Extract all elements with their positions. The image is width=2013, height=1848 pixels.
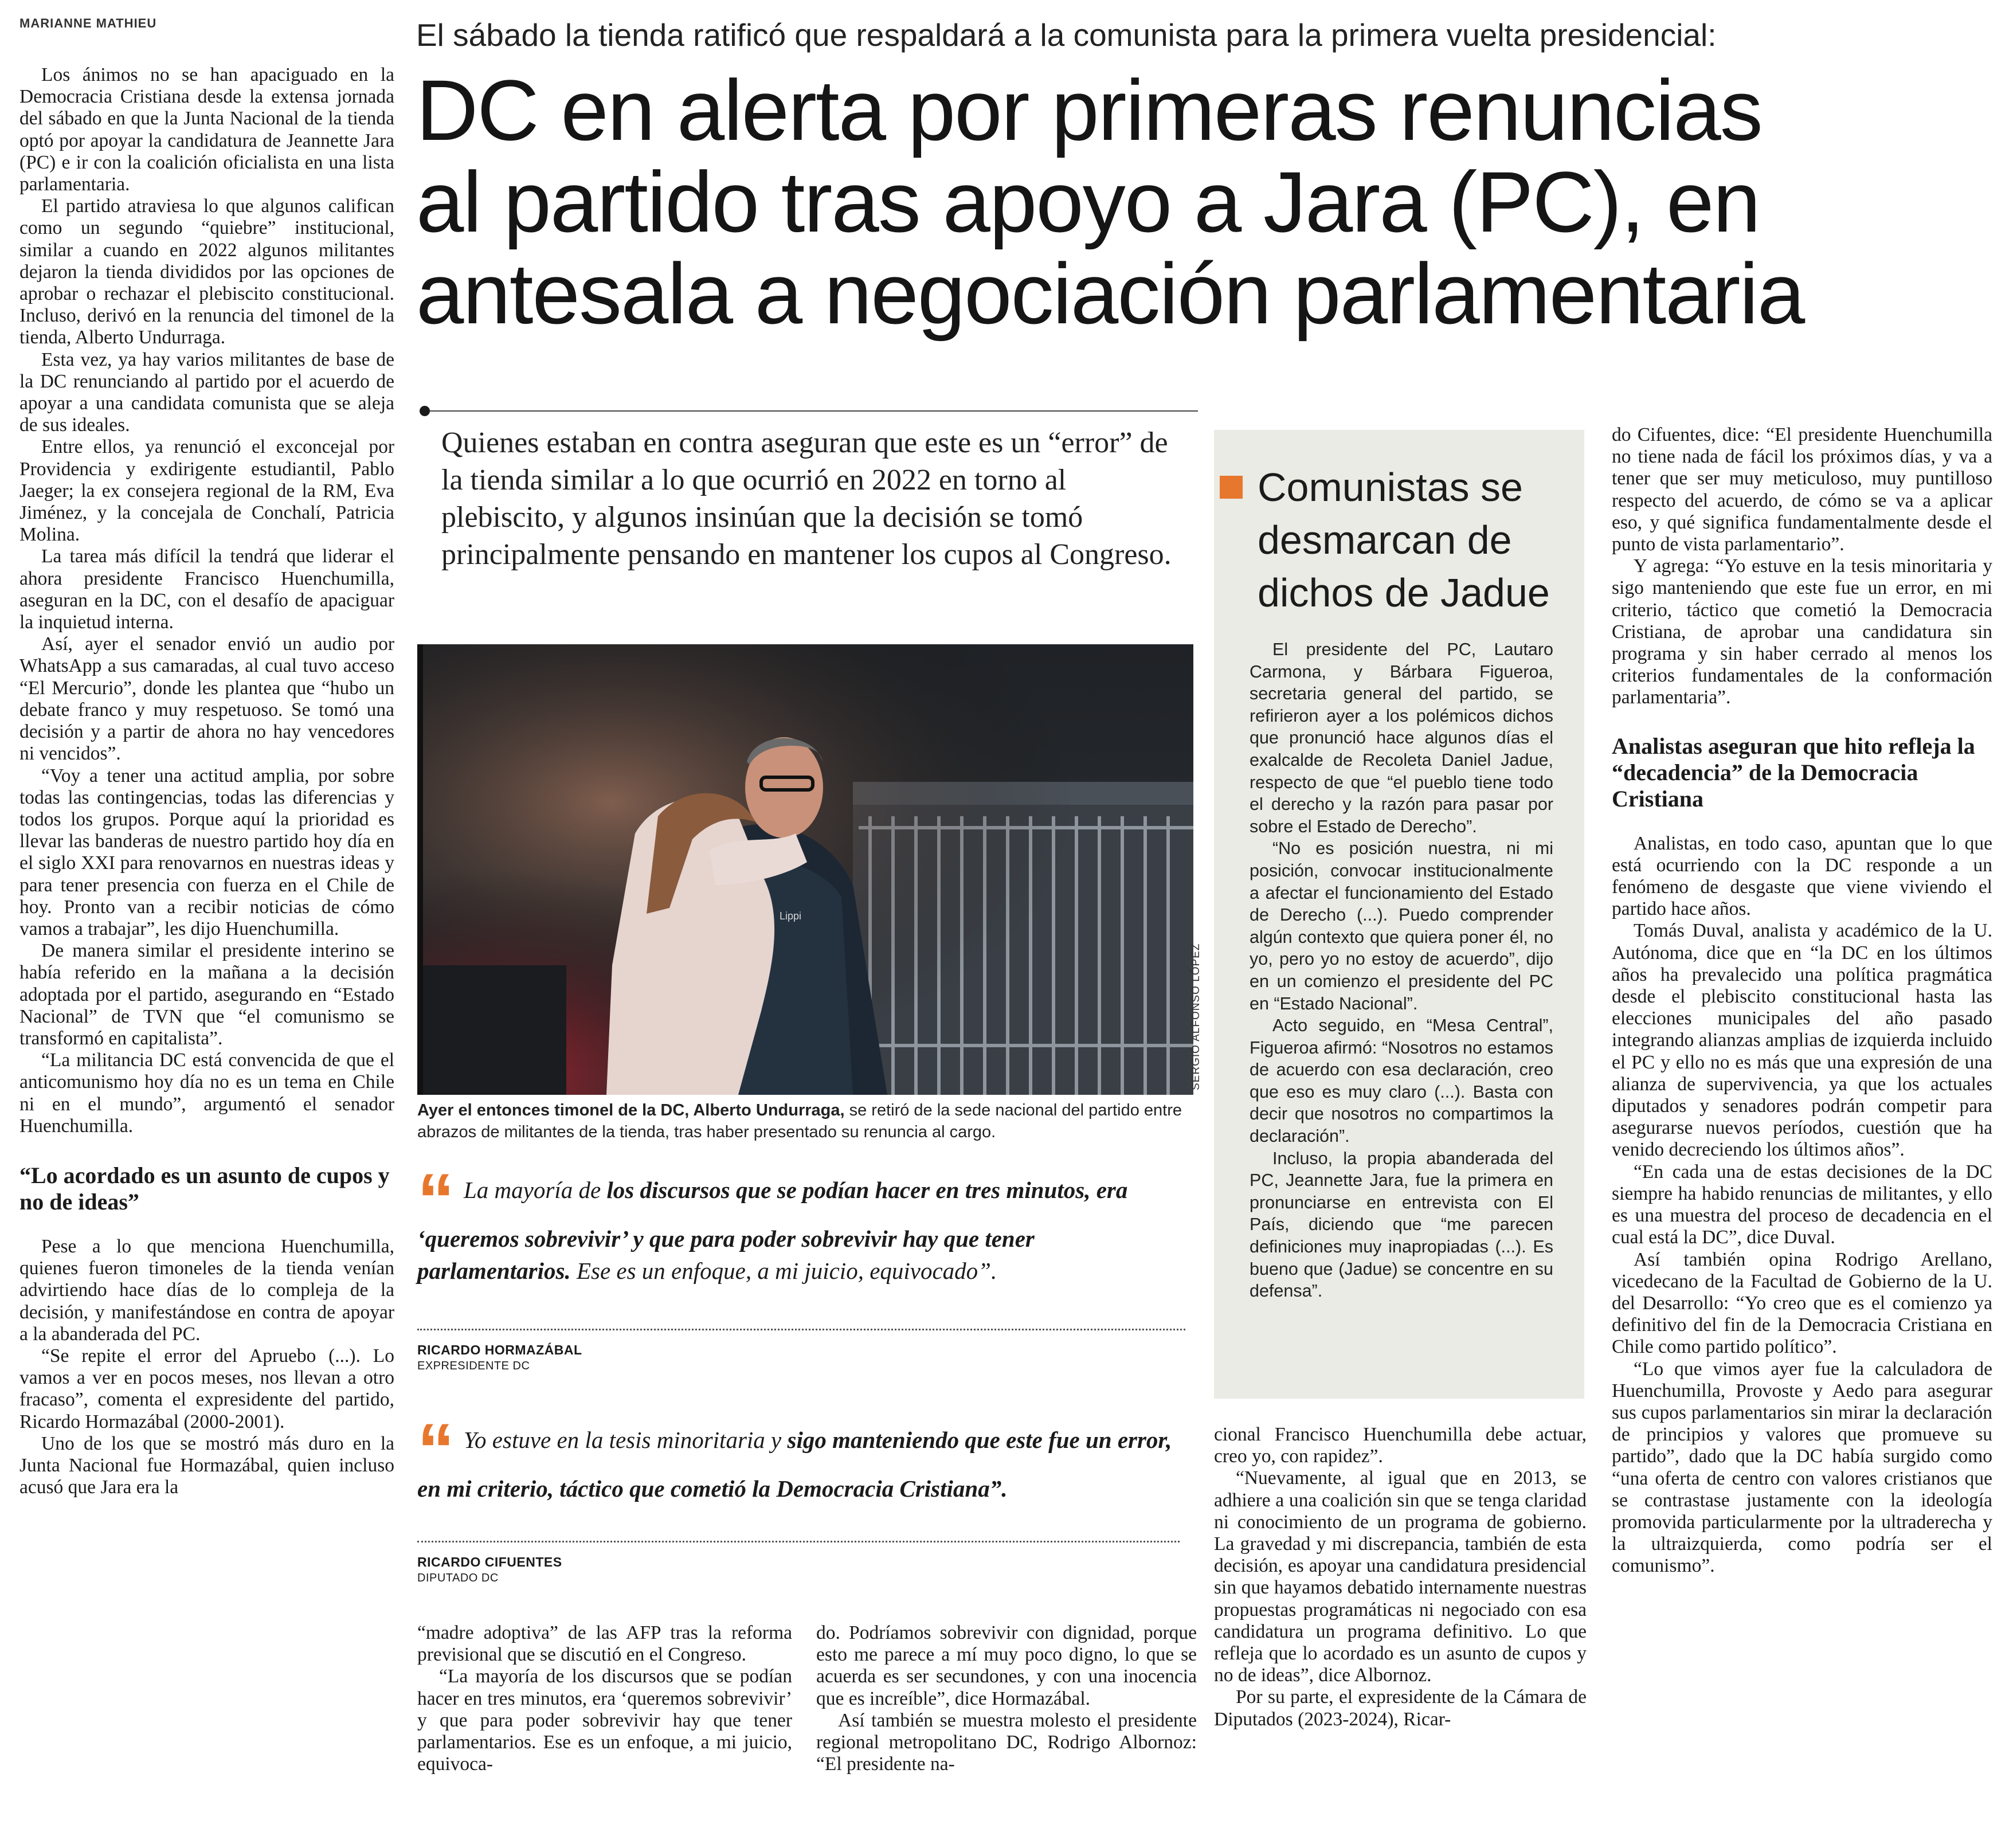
quote-author-role: EXPRESIDENTE DC: [417, 1360, 530, 1372]
pull-quote-1: [417, 1158, 1185, 1287]
kicker: El sábado la tienda ratificó que respaldará a la comunista para la primera vuelta presidencial:: [416, 17, 1717, 53]
paragraph: Uno de los que se mostró más duro en la Junta Nacional fue Hormazábal, quien incluso acusó que Jara era la: [19, 1432, 394, 1498]
headline-line-2: al partido tras apoyo a Jara (PC), en: [416, 154, 1760, 250]
paragraph: Por su parte, el expresidente de la Cámara de Diputados (2023-2024), Ricar-: [1214, 1686, 1587, 1730]
paragraph: Analistas, en todo caso, apuntan que lo que está ocurriendo con la DC responde a un fenómeno de desgaste que viene viviendo el partido hace años.: [1612, 832, 1992, 920]
quote-divider: [417, 1541, 1180, 1542]
quote-mark-icon: “: [417, 1158, 455, 1242]
quote-text: La mayoría de: [464, 1177, 607, 1203]
caption-text: se retiró de la sede nacional del partido entre abrazos de militantes de la tienda, tras haber presentado su renuncia al cargo.: [417, 1101, 1182, 1141]
headline: [416, 62, 1998, 342]
paragraph: “La militancia DC está convencida de que el anticomunismo hoy día no es un tema en Chile ni en el mundo”, argumentó el senador Huenchumilla.: [19, 1050, 394, 1137]
paragraph: Tomás Duval, analista y académico de la U. Autónoma, dice que en “la DC en los últimos años ha prevalecido una política pragmática desde el plebiscito constitucional hasta las elecciones municipales del año pasado integrando alianzas amplias de izquierda incluido el PC y ello no es más que una expresión de una alianza de supervivencia, ya que los actuales diputados y senadores podrán competir para asegurarse nuevos períodos, cuestión que ha venido decreciendo los últimos años”.: [1612, 920, 1992, 1161]
paragraph: “La mayoría de los discursos que se podían hacer en tres minutos, era ‘queremos sobrevivir’ y que para poder sobrevivir hay que tener parlamentarios. Ese es un enfoque, a mi juicio, equivoca-: [417, 1666, 792, 1775]
news-photo: [417, 644, 1193, 1095]
article-column-5: [1612, 424, 1992, 1577]
paragraph: Acto seguido, en “Mesa Central”, Figueroa afirmó: “Nosotros no estamos de acuerdo con esa declaración, creo que eso es muy claro (...). Basta con decir que nosotros no compartimos la declaración”.: [1250, 1016, 1553, 1146]
article-column-3: [816, 1622, 1197, 1775]
quote-text: Yo estuve en la tesis minoritaria y: [464, 1427, 788, 1453]
jacket-logo: Lippi: [780, 910, 802, 922]
subhead-analistas: Analistas aseguran que hito refleja la “decadencia” de la Democracia Cristiana: [1612, 733, 1975, 812]
quote-divider: [417, 1329, 1185, 1330]
divider-rule: [430, 410, 1198, 412]
photo-caption: [417, 1099, 1197, 1143]
paragraph: “Se repite el error del Apruebo (...). Lo vamos a ver en pocos meses, nos llevan a otro fracaso”, comenta el expresidente del partido, Ricardo Hormazábal (2000-2001).: [19, 1345, 394, 1432]
box-square-icon: [1220, 476, 1243, 499]
headline-line-3: antesala a negociación parlamentaria: [416, 245, 1804, 342]
box-body: [1250, 639, 1553, 1302]
paragraph: Así también se muestra molesto el presidente regional metropolitano DC, Rodrigo Albornoz: “El presidente na-: [816, 1709, 1197, 1775]
paragraph: do Cifuentes, dice: “El presidente Huenchumilla no tiene nada de fácil los próximos días, y va a tener que ser muy meticuloso, muy puntilloso respecto del acuerdo, de cómo se va a aplicar eso, y qué significa fundamentalmente desde el punto de vista parlamentario”.: [1612, 424, 1992, 555]
photo-credit: SERGIO ALFONSO LÓPEZ: [1190, 943, 1202, 1090]
quote-bold: sigo manteniendo que este fue un error, en mi criterio, táctico que cometió la Democracia Cristiana”.: [417, 1427, 1172, 1502]
paragraph: “Voy a tener una actitud amplia, por sobre todas las contingencias, todas las diferencias y todos los grupos. Porque aquí la prioridad es llevar las banderas de nuestro partido hoy día en el siglo XXI para renovarnos en nuestras ideas y para tener presencia con fuerza en el Chile de hoy. Pronto van a recibir noticias de cómo vamos a trabajar”, les dijo Huenchumilla.: [19, 765, 394, 939]
paragraph: cional Francisco Huenchumilla debe actuar, creo yo, con rapidez”.: [1214, 1424, 1587, 1467]
quote-text: Ese es un enfoque, a mi juicio, equivocado”.: [570, 1258, 997, 1284]
paragraph: do. Podríamos sobrevivir con dignidad, porque esto me parece a mí muy poco digno, lo que se acuerda es ser secundones, y con una inocencia que es increíble”, dice Hormazábal.: [816, 1622, 1197, 1709]
paragraph: Los ánimos no se han apaciguado en la Democracia Cristiana desde la extensa jornada del sábado en que la Junta Nacional de la tienda optó por apoyar la candidatura de Jeannette Jara (PC) e ir con la coalición oficialista en una lista parlamentaria.: [19, 64, 394, 195]
quote-author-role: DIPUTADO DC: [417, 1572, 499, 1584]
article-column-1: [19, 64, 394, 1498]
paragraph: El presidente del PC, Lautaro Carmona, y Bárbara Figueroa, secretaria general del partido, se refirieron ayer a los polémicos dichos que pronunció hace algunos días el exalcalde de Recoleta Daniel Jadue, respecto de que “el pueblo tiene todo el derecho y la razón para pasar por sobre el Estado de Derecho”.: [1250, 640, 1553, 836]
quote-author: RICARDO CIFUENTES: [417, 1555, 562, 1569]
caption-bold: Ayer el entonces timonel de la DC, Alberto Undurraga,: [417, 1101, 845, 1119]
paragraph: Entre ellos, ya renunció el exconcejal por Providencia y exdirigente estudiantil, Pablo Jaeger; la ex consejera regional de la RM, Eva Jiménez, y la concejala de Conchalí, Patricia Molina.: [19, 436, 394, 546]
quote-mark-icon: “: [417, 1408, 455, 1491]
paragraph: Y agrega: “Yo estuve en la tesis minoritaria y sigo manteniendo que este fue un error, en mi criterio, táctico que cometió la Democracia Cristiana, de aprobar una candidatura sin programa y sin haber cerrado al menos los criterios fundamentales de la conformación parlamentaria”.: [1612, 555, 1992, 708]
paragraph: “Nuevamente, al igual que en 2013, se adhiere a una coalición sin que se tenga claridad ni conocimiento de un programa de gobierno. La gravedad y mi discrepancia, también de esta decisión, es apoyar una candidatura presidencial sin que hayamos debatido internamente nuestras propuestas programáticas ni negociado con esa candidatura un programa definitivo. Lo que refleja que lo acordado es un asunto de cupos y no de ideas”, dice Albornoz.: [1214, 1467, 1587, 1686]
quote-bold: los discursos que se podían hacer en tres minutos, era ‘queremos sobrevivir’ y que para poder sobrevivir hay que tener parlamentarios.: [417, 1177, 1128, 1284]
paragraph: “En cada una de estas decisiones de la DC siempre ha habido renuncias de militantes, y ello es una muestra del proceso de decadencia en el cual está la DC”, dice Duval.: [1612, 1161, 1992, 1248]
paragraph: “Lo que vimos ayer fue la calculadora de Huenchumilla, Provoste y Aedo para asegurar sus cupos parlamentarios sin mirar la declaración de principios y valores que promueve su partido”, dado que la DC había surgido como “una oferta de centro con valores cristianos que se contrastase justamente con la ideología promovida particularmente por la ultraderecha y la ultraizquierda, como podría ser el comunismo”.: [1612, 1358, 1992, 1577]
paragraph: “No es posición nuestra, ni mi posición, convocar institucionalmente a afectar el funcionamiento del Estado de Derecho (...). Puedo comprender algún contexto que quiera poner él, no yo, pero yo no estoy de acuerdo”, dijo en un comienzo el presidente del PC en “Estado Nacional”.: [1250, 839, 1553, 1013]
article-column-2: [417, 1622, 792, 1775]
article-column-4: [1214, 1424, 1587, 1730]
quote-author: RICARDO HORMAZÁBAL: [417, 1342, 582, 1357]
paragraph: Esta vez, ya hay varios militantes de base de la DC renunciando al partido por el acuerdo de apoyar a una candidata comunista que se aleja de sus ideales.: [19, 349, 394, 436]
paragraph: El partido atraviesa lo que algunos califican como un segundo “quiebre” institucional, similar a cuando en 2022 algunos militantes dejaron la tienda divididos por las opciones de aprobar o rechazar el plebiscito constitucional. Incluso, derivó en la renuncia del timonel de la tienda, Alberto Undurraga.: [19, 195, 394, 349]
headline-line-1: DC en alerta por primeras renuncias: [416, 62, 1762, 158]
paragraph: Así también opina Rodrigo Arellano, vicedecano de la Facultad de Gobierno de la U. del Desarrollo: “Yo creo que es el comienzo ya definitivo del fin de la Democracia Cristiana en Chile como partido político”.: [1612, 1248, 1992, 1358]
box-title: Comunistas se desmarcan de dichos de Jadue: [1258, 465, 1550, 615]
paragraph: La tarea más difícil la tendrá que liderar el ahora presidente Francisco Huenchumilla, aseguran en la DC, con el desafío de apaciguar la inquietud interna.: [19, 546, 394, 633]
paragraph: De manera similar el presidente interino se había referido en la mañana a la decisión adoptada por el partido, asegurando en “Estado Nacional” de TVN que “el comunismo se transformó en capitalista”.: [19, 940, 394, 1049]
deck: Quienes estaban en contra aseguran que este es un “error” de la tienda similar a lo que ocurrió en 2022 en torno al plebiscito, y algunos insinúan que la decisión se tomó principalmente pensando en mantener los cupos al Congreso.: [441, 426, 1172, 571]
paragraph: Así, ayer el senador envió un audio por WhatsApp a sus camaradas, al cual tuvo acceso “El Mercurio”, donde les plantea que “hubo un debate franco y muy respetuoso. Se tomó una decisión y a partir de ahora no hay vencedores ni vencidos”.: [19, 633, 394, 765]
subhead-cupos: “Lo acordado es un asunto de cupos y no de ideas”: [19, 1162, 390, 1215]
byline: MARIANNE MATHIEU: [19, 16, 157, 30]
paragraph: “madre adoptiva” de las AFP tras la reforma previsional que se discutió en el Congreso.: [417, 1622, 792, 1666]
photo-illustration: [417, 644, 1193, 1095]
pull-quote-2: [417, 1408, 1185, 1505]
bullet-dot: [420, 406, 430, 416]
paragraph: Incluso, la propia abanderada del PC, Jeannette Jara, fue la primera en pronunciarse en entrevista con El País, diciendo que “me parecen definiciones muy inapropiadas (...). Es bueno que (Jadue) se concentre en su defensa”.: [1250, 1148, 1553, 1301]
paragraph: Pese a lo que menciona Huenchumilla, quienes fueron timoneles de la tienda venían advirtiendo hace días de lo compleja de la decisión, y manifestándose en contra de apoyar a la abanderada del PC.: [19, 1235, 394, 1345]
